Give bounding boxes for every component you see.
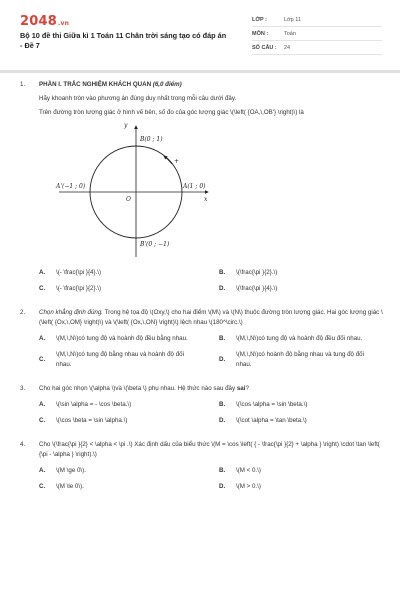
document-title: Bộ 10 đề thi Giữa kì 1 Toán 11 Chân trời sáng tạo có đáp án - Đề 7 [20, 31, 227, 50]
instruction-text: Hãy khoanh tròn vào phương án đúng duy nhất trong mỗi câu dưới đây. [39, 95, 237, 102]
question-number: 2. [20, 309, 26, 316]
question-stem: Cho hai góc nhọn \(\alpha \)và \(\beta \) phụ nhau. Hệ thức nào sau đây sai? [39, 385, 249, 392]
option-b[interactable] [219, 466, 387, 476]
option-label: B. [219, 269, 226, 276]
option-d[interactable] [219, 416, 387, 426]
option-d[interactable] [219, 482, 387, 492]
option-label: D. [219, 417, 226, 424]
option-text: \(M < 0.\) [236, 467, 261, 474]
option-c[interactable] [39, 482, 219, 492]
meta-value: 24 [284, 44, 291, 51]
meta-row-class [252, 13, 382, 27]
positive-direction-arrow [164, 156, 172, 164]
option-a[interactable] [39, 334, 219, 344]
question-2 [20, 308, 388, 380]
origin-label: O [126, 196, 131, 203]
meta-key: LỚP : [252, 16, 267, 23]
option-text: \(M \le 0\). [56, 483, 84, 490]
option-b[interactable] [219, 400, 387, 410]
question-1 [20, 80, 388, 304]
option-b[interactable] [219, 334, 387, 344]
question-4 [20, 440, 388, 502]
option-text: \(\frac{\pi }{2}.\) [236, 269, 278, 276]
option-text: \(\frac{\pi }{4}.\) [236, 285, 278, 292]
option-b[interactable] [219, 268, 387, 278]
page-header [0, 0, 400, 64]
option-label: C. [39, 285, 46, 292]
option-label: C. [39, 417, 46, 424]
option-text: \(M,\,N\)có tung độ và hoành độ đều đối nhau. [236, 335, 363, 342]
option-text: \(M > 0.\) [236, 483, 261, 490]
option-text: \(\cot \alpha = \tan \beta.\) [236, 417, 307, 424]
option-text: \(\cos \alpha = \sin \beta.\) [236, 401, 308, 408]
option-d[interactable] [219, 284, 387, 294]
option-label: B. [219, 401, 226, 408]
question-number: 4. [20, 441, 26, 448]
meta-value: Toán [284, 30, 296, 37]
option-label: D. [219, 483, 226, 490]
meta-row-count [252, 41, 382, 55]
option-label: C. [39, 483, 46, 490]
option-label: B. [219, 467, 226, 474]
option-text: \(M \ge 0\). [56, 467, 86, 474]
option-a[interactable] [39, 400, 219, 410]
question-list [20, 80, 388, 506]
unit-circle-svg [54, 122, 214, 262]
question-number: 3. [20, 385, 26, 392]
option-text: \(M,\,N\)có hoành độ bằng nhau và tung độ đối nhau. [236, 351, 364, 368]
option-label: D. [219, 356, 226, 363]
section-title: PHẦN I. TRẮC NGHIỆM KHÁCH QUAN (6,0 điểm) [39, 81, 182, 88]
site-logo[interactable]: 2048.vn [20, 14, 70, 29]
option-a[interactable] [39, 466, 219, 476]
header-divider [0, 70, 400, 73]
option-label: A. [39, 401, 46, 408]
option-text: \(M,\,N\)có tung độ bằng nhau và hoành độ đối nhau. [56, 351, 184, 368]
option-text: \(- \frac{\pi }{2}.\) [56, 285, 102, 292]
option-d[interactable] [219, 350, 387, 370]
option-label: B. [219, 335, 226, 342]
plus-sign-label: + [174, 158, 180, 165]
meta-key: SỐ CÂU : [252, 44, 277, 51]
option-label: A. [39, 467, 46, 474]
option-label: C. [39, 356, 46, 363]
option-text: \(\sin \alpha = - \cos \beta.\) [56, 401, 132, 408]
option-label: A. [39, 335, 46, 342]
question-number: 1. [20, 81, 26, 88]
answer-options [39, 466, 388, 492]
meta-row-subject [252, 27, 382, 41]
meta-key: MÔN : [252, 30, 269, 37]
answer-options [39, 268, 388, 294]
option-label: A. [39, 269, 46, 276]
question-3 [20, 384, 388, 436]
document-meta [252, 13, 382, 55]
option-a[interactable] [39, 268, 219, 278]
option-text: \(- \frac{\pi }{4}.\) [56, 269, 102, 276]
option-text: \(\cos \beta = \sin \alpha.\) [56, 417, 128, 424]
unit-circle-figure [54, 122, 214, 262]
x-axis-label: x [204, 196, 208, 203]
point-a-label: A(1 ; 0) [183, 183, 206, 190]
option-text: \(M,\,N\)có tung độ và hoành độ đều bằng nhau. [56, 335, 188, 342]
option-label: D. [219, 285, 226, 292]
option-c[interactable] [39, 350, 219, 370]
option-c[interactable] [39, 416, 219, 426]
point-b-prime-label: B'(0 ; −1) [140, 241, 170, 248]
option-c[interactable] [39, 284, 219, 294]
point-a-prime-label: A'(−1 ; 0) [56, 183, 86, 190]
question-stem: Chọn khẳng định đúng. Trong hệ tọa độ \(Oxy,\) cho hai điểm \(M\) và \(N\) thuộc đường tròn lượng giác. Hai góc lượng giác \(\left( {Ox,\,OM} \right)\) và \(\left( {Ox,\,ON} \right)\) lệch nhau \(180^\circ.\) [39, 309, 383, 326]
point-b-label: B(0 ; 1) [140, 136, 163, 143]
question-stem: Cho \(\frac{\pi }{2} < \alpha < \pi .\) Xác định dấu của biểu thức \(M = \cos \left( { - \frac{\pi }{2} + \alpha } \right) \cdot \tan \left( {\pi - \alpha } \right).\) [39, 441, 380, 458]
answer-options [39, 400, 388, 426]
y-axis-label: y [124, 122, 128, 129]
answer-options [39, 334, 388, 370]
question-stem: Trên đường tròn lượng giác ở hình vẽ bên, số đo của góc lượng giác \(\left( {OA,\,OB'} \right)\) là [39, 109, 304, 116]
meta-value: Lớp 11 [284, 16, 301, 23]
